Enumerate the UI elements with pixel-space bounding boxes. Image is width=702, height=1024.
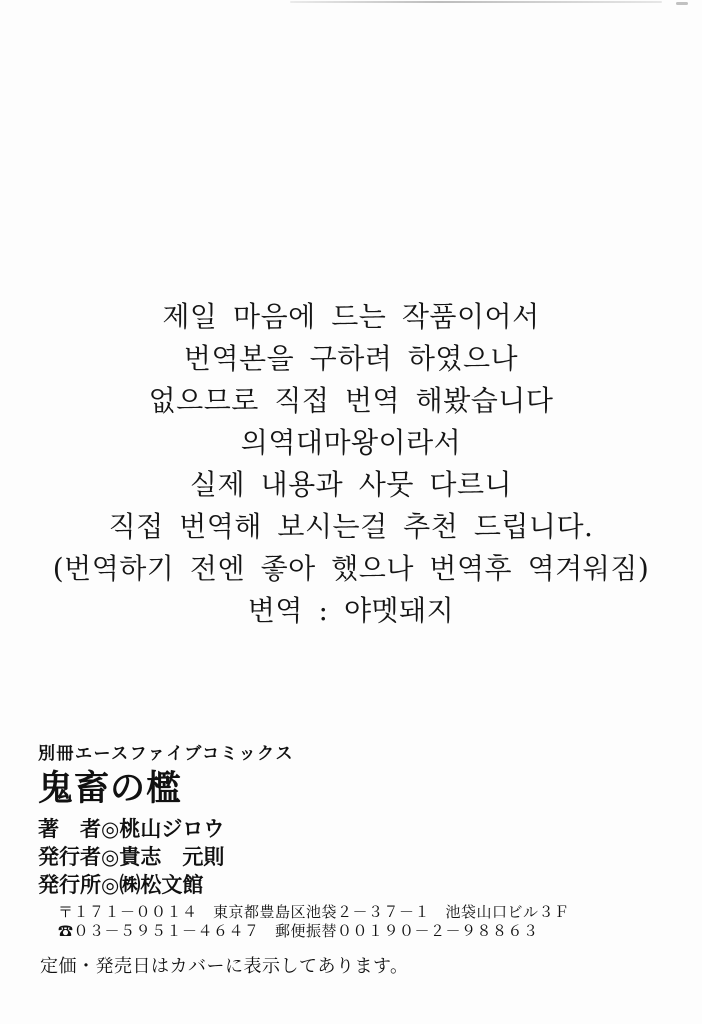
postal-mark-icon: 〒 (58, 903, 74, 921)
translator-credit-line: 변역 : 야멧돼지 (247, 594, 455, 627)
translator-note-line: 실제 내용과 사뭇 다르니 (189, 468, 513, 501)
publication-info (38, 744, 678, 978)
staff-credits (38, 815, 678, 899)
translator-note-line: 의역대마왕이라서 (240, 426, 462, 459)
translator-note-line: (번역하기 전엔 좋아 했으나 번역후 역겨워짐) (52, 552, 650, 585)
publisher-company-line: 発行所◎㈱松文館 (38, 873, 204, 897)
publisher-contact (58, 903, 678, 941)
translator-note-line: 제일 마음에 드는 작품이어서 (162, 300, 540, 333)
scan-artifact-smudge (676, 2, 688, 5)
address-line (58, 903, 678, 922)
book-title: 鬼畜の檻 (38, 769, 183, 809)
price-note: 定価・発売日はカバーに表示してあります。 (40, 956, 409, 977)
translator-note-line: 번역본을 구하려 하였으나 (183, 342, 519, 375)
address-text: １７１－００１４ 東京都豊島区池袋２－３７－１ 池袋山口ビル３Ｆ (73, 903, 570, 921)
tel-line (58, 922, 678, 941)
tel-text: ０３－５９５１－４６４７ 郵便振替００１９０－２－９８８６３ (73, 922, 539, 940)
scan-artifact-line (290, 1, 662, 3)
author-line: 著 者◎桃山ジロウ (38, 817, 225, 841)
series-name: 別冊エースファイブコミックス (38, 744, 294, 764)
translator-note-line: 직접 번역해 보시는걸 추천 드립니다. (108, 510, 594, 543)
phone-icon: ☎ (58, 922, 74, 940)
publisher-person-line: 発行者◎貴志 元則 (38, 845, 225, 869)
translator-note (0, 296, 702, 632)
translator-note-line: 없으므로 직접 번역 해봤습니다 (148, 384, 554, 417)
